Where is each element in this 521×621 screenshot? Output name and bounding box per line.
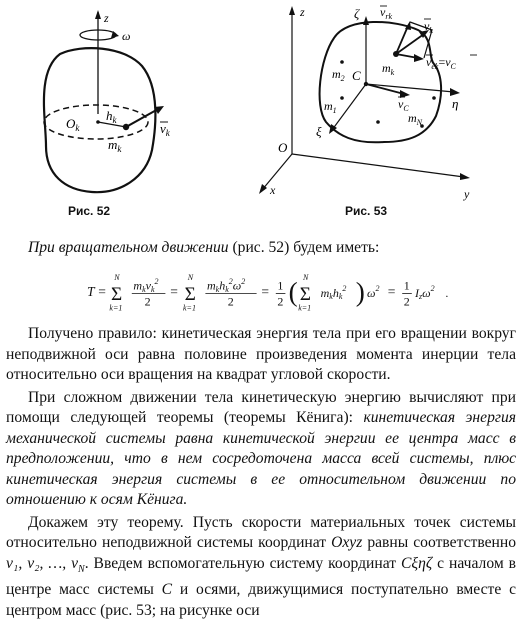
- figure-52: [20, 8, 180, 208]
- svg-text:m1: $m_1$: [324, 99, 337, 115]
- svg-text:vrk: $v_{rk}$: [380, 5, 392, 21]
- svg-text:k=1: k=1: [109, 303, 122, 312]
- svg-text:=: =: [170, 284, 178, 299]
- fixed-x-axis: [262, 154, 292, 190]
- intro-line: При вращательном движении (рис. 52) будем иметь:: [6, 238, 516, 259]
- svg-text:vC: $v_C$: [398, 97, 409, 113]
- svg-text:=: =: [98, 284, 106, 299]
- svg-text:Izω2: $I_z\omega^2$: [414, 284, 435, 301]
- svg-text:vk: $v_k$: [160, 121, 171, 138]
- z-axis-arrow: [95, 10, 101, 19]
- svg-text:mkhk2ω2: $m_kh_k^2\omega^2$: [207, 277, 245, 294]
- svg-text:k=1: k=1: [183, 303, 196, 312]
- svg-text:mk: $m_k$: [382, 61, 395, 77]
- figure-52-caption: Рис. 52: [68, 204, 110, 218]
- svg-text:Ok: $O_k$: [66, 116, 80, 133]
- svg-text:2: 2: [404, 295, 410, 309]
- svg-text:ξ: ξ: [316, 124, 322, 139]
- svg-text:mN: $m_N$: [408, 111, 423, 127]
- fixed-y-axis: [292, 154, 464, 177]
- svg-text:(: (: [289, 277, 298, 307]
- svg-text:.: .: [445, 286, 448, 300]
- svg-text:x: x: [269, 183, 276, 197]
- paragraph-rule: Получено правило: кинетическая энергия тела при его вращении вокруг неподвижной оси равна половине произведения момента инерции тела относительно оси вращения на квадрат угловой скорости.: [6, 324, 516, 386]
- point-m1: [340, 96, 344, 100]
- z-label: z: [103, 11, 109, 25]
- svg-text:T: T: [87, 284, 96, 299]
- center-point: [96, 120, 100, 124]
- svg-text:m2: $m_2$: [332, 67, 345, 83]
- paragraph-proof: Докажем эту теорему. Пусть скорости материальных точек системы относительно неподвижной системы координат Oxyz равны соответственно v₁, v₂, …, $v_N$. Введем вспомогательную систему координат Cξηζ с началом в центре масс системы C и осями, движущимися поступательно вместе с центром масс (рис. 53; на рисунке оси: [6, 513, 516, 621]
- paragraph-koenig-theorem: При сложном движении тела кинетическую энергию вычисляют при помощи следующей теоремы (теоремы Кёнига): кинетическая энергия механической системы равна кинетической энергии ее центра масс в предположении, что в нем сосредоточена масса всей системы, плюс кинетическая энергия системы в ее относительном движении по отношению к осям Кёнига.: [6, 388, 516, 511]
- system-body-outline: [320, 22, 442, 142]
- svg-text:1: 1: [404, 279, 410, 293]
- figure-53-caption: Рис. 53: [345, 204, 387, 218]
- xi-axis: [332, 84, 366, 130]
- svg-text:ω2: $\omega^2$: [367, 284, 379, 300]
- svg-text:N: N: [302, 273, 309, 282]
- svg-text:η: η: [452, 96, 458, 111]
- kinetic-energy-formula: [40, 272, 510, 312]
- svg-text:N: N: [187, 273, 194, 282]
- omega-label: ω: [122, 29, 130, 43]
- svg-text:mkhk2: $m_kh_k^2$: [321, 284, 347, 301]
- svg-text:vk: $v_k$: [424, 19, 433, 35]
- svg-text:mkvk2: $m_kv_k^2$: [133, 277, 158, 294]
- svg-text:1: 1: [277, 279, 283, 293]
- svg-text:=: =: [261, 284, 269, 299]
- svg-text:): ): [356, 277, 365, 307]
- svg-text:2: 2: [228, 295, 234, 309]
- svg-text:N: N: [113, 273, 120, 282]
- svg-text:Σ: Σ: [300, 284, 311, 305]
- svg-text:2: 2: [145, 295, 151, 309]
- svg-text:hk: $h_k$: [106, 108, 118, 125]
- svg-text:y: y: [463, 187, 470, 201]
- svg-text:2: 2: [277, 295, 283, 309]
- svg-text:ζ: ζ: [354, 6, 360, 21]
- svg-text:Σ: Σ: [185, 284, 196, 305]
- svg-text:vek=vC: $v_{ek}=v_C$: [426, 55, 457, 71]
- svg-text:=: =: [388, 284, 396, 299]
- svg-text:mk: $m_k$: [108, 137, 122, 154]
- svg-text:Σ: Σ: [111, 284, 122, 305]
- svg-text:z: z: [299, 5, 305, 19]
- svg-text:O: O: [278, 140, 288, 155]
- svg-text:k=1: k=1: [298, 303, 311, 312]
- figure-53: [248, 2, 518, 202]
- svg-text:C: C: [352, 68, 361, 83]
- trajectory-circle: [44, 105, 148, 139]
- body-text: [6, 324, 516, 621]
- point-m2: [340, 60, 344, 64]
